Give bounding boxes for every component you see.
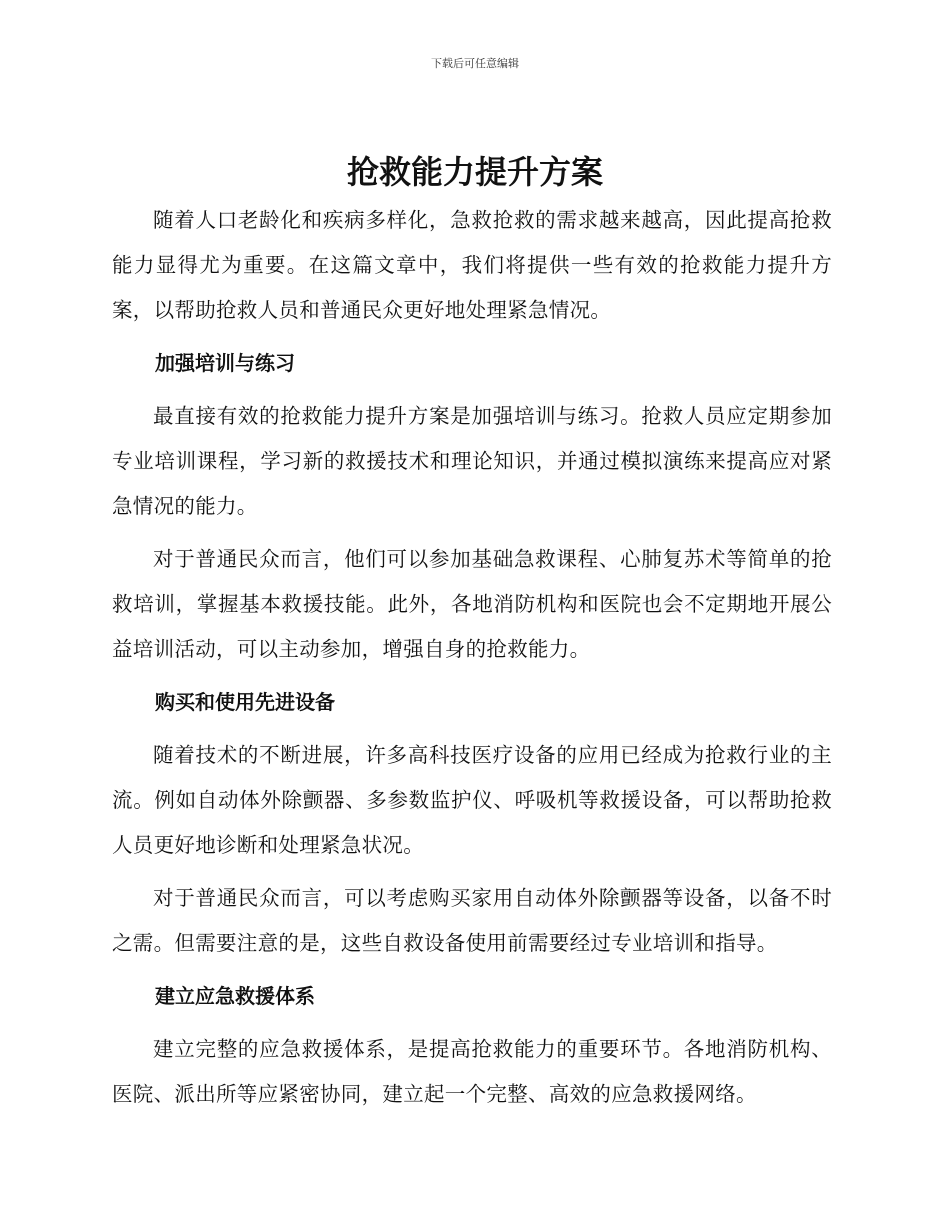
section-heading-equipment: 购买和使用先进设备 [155, 690, 335, 714]
document-title: 抢救能力提升方案 [346, 153, 603, 191]
intro-paragraph: 随着人口老龄化和疾病多样化，急救抢救的需求越来越高，因此提高抢救能力显得尤为重要。在这篇文章中，我们将提供一些有效的抢救能力提升方案，以帮助抢救人员和普通民众更好地处理紧急情况。 [112, 208, 832, 322]
section-equipment-paragraph-1: 随着技术的不断进展，许多高科技医疗设备的应用已经成为抢救行业的主流。例如自动体外除颤器、多参数监护仪、呼吸机等救援设备，可以帮助抢救人员更好地诊断和处理紧急状况。 [112, 743, 832, 857]
section-training-paragraph-2: 对于普通民众而言，他们可以参加基础急救课程、心肺复苏术等简单的抢救培训，掌握基本救援技能。此外，各地消防机构和医院也会不定期地开展公益培训活动，可以主动参加，增强自身的抢救能力。 [112, 547, 832, 661]
section-heading-training: 加强培训与练习 [155, 351, 295, 375]
section-emergency-system-paragraph-1: 建立完整的应急救援体系，是提高抢救能力的重要环节。各地消防机构、医院、派出所等应紧密协同，建立起一个完整、高效的应急救援网络。 [112, 1037, 832, 1106]
section-heading-emergency-system: 建立应急救援体系 [155, 984, 315, 1008]
document-body [112, 198, 832, 1125]
header-note: 下载后可任意编辑 [431, 57, 519, 70]
section-equipment-paragraph-2: 对于普通民众而言，可以考虑购买家用自动体外除颤器等设备，以备不时之需。但需要注意的是，这些自救设备使用前需要经过专业培训和指导。 [112, 886, 832, 955]
section-training-paragraph-1: 最直接有效的抢救能力提升方案是加强培训与练习。抢救人员应定期参加专业培训课程，学习新的救援技术和理论知识，并通过模拟演练来提高应对紧急情况的能力。 [112, 404, 832, 518]
